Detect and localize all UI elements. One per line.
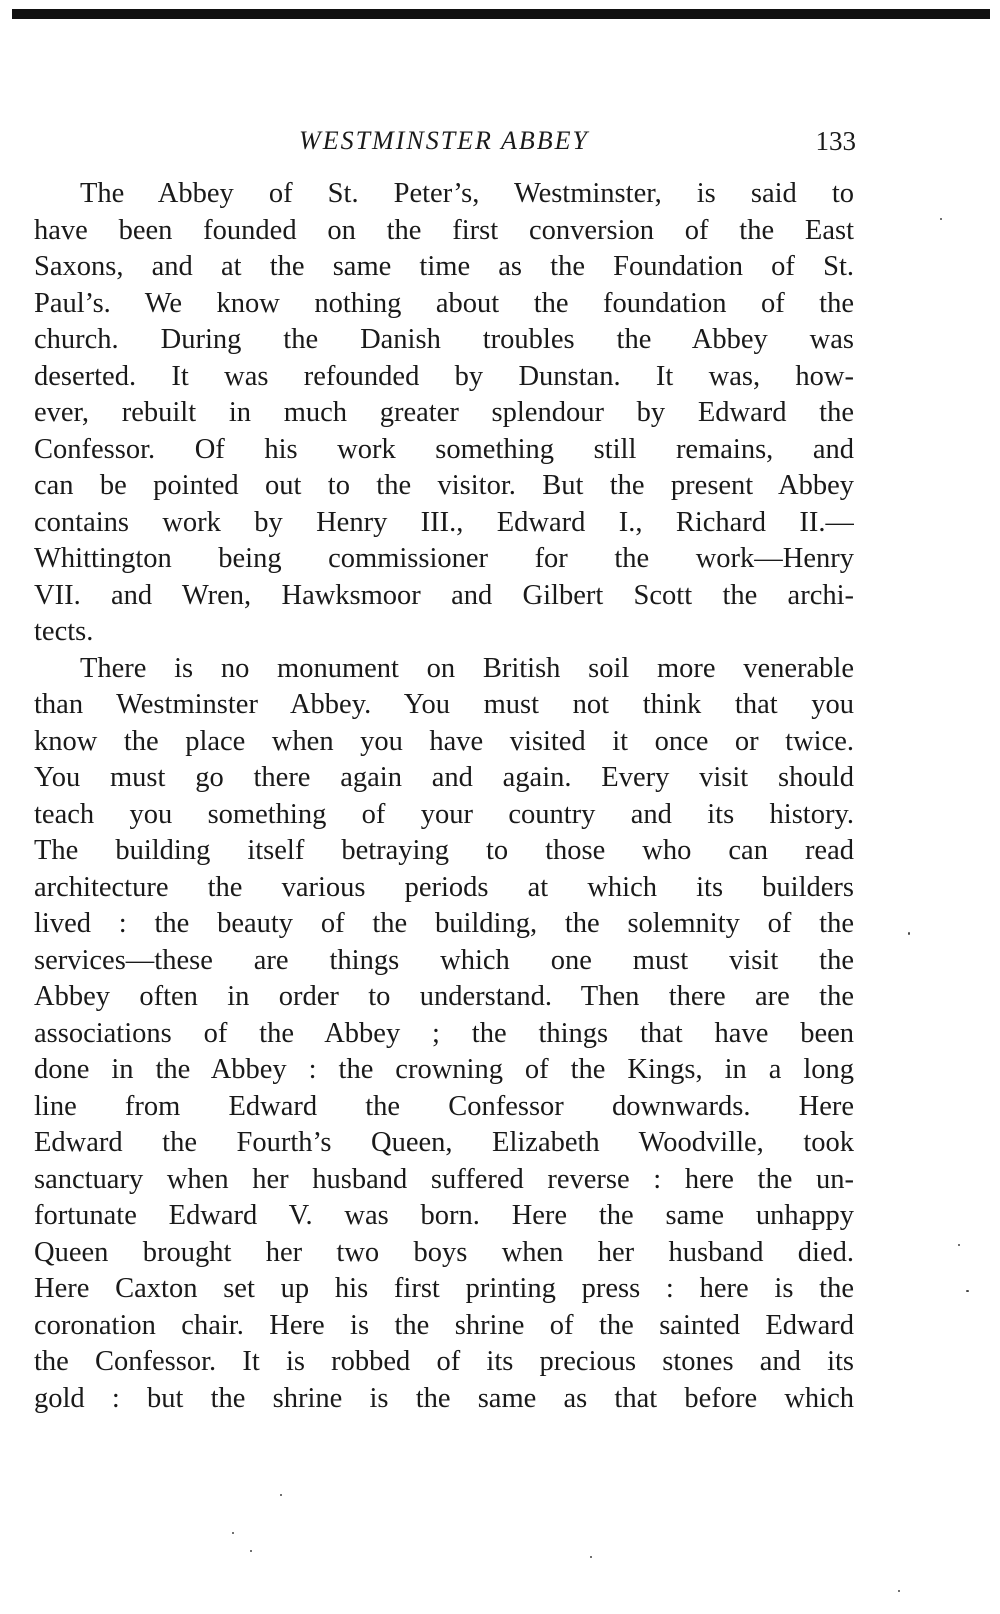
scan-speck: [280, 1494, 282, 1496]
text-line: ever, rebuilt in much greater splendour by Edward the: [34, 397, 854, 428]
text-line: deserted. It was refounded by Dunstan. It was, how-: [34, 360, 854, 392]
scan-speck: [898, 1590, 900, 1592]
text-line: teach you something of your country and its history.: [34, 798, 854, 830]
text-line: church. During the Danish troubles the Abbey was: [34, 324, 854, 355]
paragraph-2: [34, 651, 854, 1418]
scan-speck: [966, 1290, 969, 1292]
text-line: Whittington being commissioner for the work—Henry: [34, 543, 854, 574]
text-line: Queen brought her two boys when her husband died.: [34, 1236, 854, 1268]
text-line: fortunate Edward V. was born. Here the same unhappy: [34, 1200, 854, 1231]
scan-speck: [590, 1556, 592, 1558]
text-line: Abbey often in order to understand. Then there are the: [34, 981, 854, 1012]
scan-speck: [908, 932, 910, 935]
text-line: lived : the beauty of the building, the solemnity of the: [34, 908, 854, 939]
text-line: The building itself betraying to those who can read: [34, 835, 854, 866]
text-line: than Westminster Abbey. You must not think that you: [34, 689, 854, 720]
scan-speck: [232, 1532, 234, 1534]
body-text: [34, 176, 854, 1417]
scan-speck: [958, 1244, 960, 1246]
text-line: gold : but the shrine is the same as that before which: [34, 1382, 854, 1414]
text-line: coronation chair. Here is the shrine of the sainted Edward: [34, 1309, 854, 1341]
paragraph-1: [34, 176, 854, 651]
text-line: sanctuary when her husband suffered reverse : here the un-: [34, 1163, 854, 1195]
text-line: services—these are things which one must visit the: [34, 944, 854, 976]
text-line: done in the Abbey : the crowning of the Kings, in a long: [34, 1054, 854, 1085]
page-number: 133: [815, 126, 856, 156]
text-line: The Abbey of St. Peter’s, Westminster, is said to: [80, 178, 854, 209]
text-line: architecture the various periods at which its builders: [34, 871, 854, 903]
text-line: know the place when you have visited it once or twice.: [34, 725, 854, 757]
text-line: associations of the Abbey ; the things that have been: [34, 1017, 854, 1049]
text-line: Paul’s. We know nothing about the foundation of the: [34, 287, 854, 319]
text-line: line from Edward the Confessor downwards. Here: [34, 1090, 854, 1122]
text-line: Here Caxton set up his first printing press : here is the: [34, 1273, 854, 1304]
text-line: have been founded on the first conversion of the East: [34, 214, 854, 246]
top-border-rule: [12, 9, 990, 19]
text-line: can be pointed out to the visitor. But the present Abbey: [34, 470, 854, 501]
text-line: Saxons, and at the same time as the Foundation of St.: [34, 251, 854, 282]
text-line: tects.: [34, 616, 94, 647]
text-line: There is no monument on British soil more venerable: [80, 652, 854, 684]
running-head: [34, 126, 854, 160]
text-line: VII. and Wren, Hawksmoor and Gilbert Scott the archi-: [34, 579, 854, 611]
text-line: Edward the Fourth’s Queen, Elizabeth Woodville, took: [34, 1127, 854, 1158]
scan-speck: [250, 1550, 252, 1552]
running-title: WESTMINSTER ABBEY: [299, 126, 589, 155]
text-line: You must go there again and again. Every visit should: [34, 762, 854, 793]
text-line: contains work by Henry III., Edward I., Richard II.—: [34, 506, 854, 538]
text-line: the Confessor. It is robbed of its precious stones and its: [34, 1346, 854, 1377]
scan-speck: [940, 218, 942, 220]
text-line: Confessor. Of his work something still remains, and: [34, 433, 854, 465]
